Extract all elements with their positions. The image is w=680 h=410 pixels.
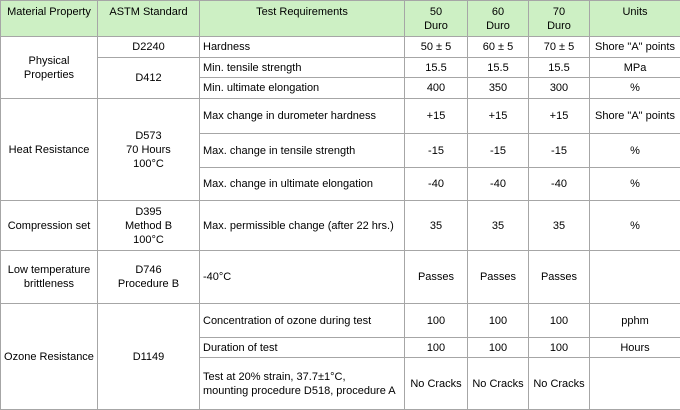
header-50-duro-label: Duro (424, 20, 448, 32)
test-line: Test at 20% strain, 37.7±1°C, (203, 370, 346, 383)
header-test-requirements: Test Requirements (200, 1, 405, 37)
units-cell: % (590, 200, 680, 251)
units-cell: Shore "A" points (590, 99, 680, 134)
units-cell: % (590, 167, 680, 200)
value-50-cell: 400 (405, 78, 468, 99)
property-line: Low temperature (7, 264, 91, 277)
value-50-cell: +15 (405, 99, 468, 134)
astm-line: D395 (135, 205, 162, 218)
astm-cell: D2240 (98, 37, 200, 58)
value-70-cell: Passes (529, 251, 590, 304)
value-70-cell: 70 ± 5 (529, 37, 590, 58)
header-60-duro (468, 1, 529, 37)
astm-cell (98, 99, 200, 200)
test-cell: Max change in durometer hardness (200, 99, 405, 134)
property-cell: Compression set (1, 200, 98, 251)
property-cell (1, 251, 98, 304)
header-astm-standard: ASTM Standard (98, 1, 200, 37)
property-line: brittleness (23, 278, 75, 291)
header-50-duro-number: 50 (429, 6, 443, 18)
units-cell (590, 358, 680, 410)
astm-line: 70 Hours (126, 143, 171, 156)
value-70-cell: -15 (529, 134, 590, 168)
header-70-duro-label: Duro (547, 20, 571, 32)
value-60-cell: 60 ± 5 (468, 37, 529, 58)
astm-cell (98, 200, 200, 251)
astm-line: Method B (124, 219, 173, 232)
value-70-cell: No Cracks (529, 358, 590, 410)
value-60-cell: +15 (468, 99, 529, 134)
units-cell: Hours (590, 338, 680, 358)
units-cell: MPa (590, 58, 680, 78)
table-row (1, 99, 680, 134)
header-50-duro (405, 1, 468, 37)
test-line: mounting procedure D518, procedure A (203, 384, 396, 397)
test-cell: Min. ultimate elongation (200, 78, 405, 99)
astm-line: D573 (135, 129, 162, 142)
table-row (1, 58, 680, 78)
value-70-cell: -40 (529, 167, 590, 200)
header-units: Units (590, 1, 680, 37)
value-60-cell: 100 (468, 304, 529, 338)
astm-cell: D1149 (98, 304, 200, 410)
test-cell: Concentration of ozone during test (200, 304, 405, 338)
test-cell: Max. change in ultimate elongation (200, 167, 405, 200)
header-60-duro-label: Duro (486, 20, 510, 32)
units-cell (590, 251, 680, 304)
astm-line: 100°C (133, 233, 164, 246)
header-60-duro-number: 60 (491, 6, 505, 18)
value-50-cell: 15.5 (405, 58, 468, 78)
test-cell (200, 358, 405, 410)
value-60-cell: 100 (468, 338, 529, 358)
table-header (1, 1, 680, 37)
property-cell: Physical Properties (1, 37, 98, 99)
table-body (1, 37, 680, 410)
value-50-cell: 50 ± 5 (405, 37, 468, 58)
test-cell: Max. permissible change (after 22 hrs.) (200, 200, 405, 251)
value-70-cell: 15.5 (529, 58, 590, 78)
units-cell: pphm (590, 304, 680, 338)
value-50-cell: No Cracks (405, 358, 468, 410)
test-cell: Max. change in tensile strength (200, 134, 405, 168)
table-row (1, 37, 680, 58)
astm-line: D746 (135, 264, 162, 277)
units-cell: % (590, 78, 680, 99)
units-cell: Shore "A" points (590, 37, 680, 58)
units-cell: % (590, 134, 680, 168)
test-cell: -40°C (200, 251, 405, 304)
header-material-property: Material Property (1, 1, 98, 37)
value-60-cell: 35 (468, 200, 529, 251)
value-70-cell: 300 (529, 78, 590, 99)
value-60-cell: 15.5 (468, 58, 529, 78)
property-cell: Heat Resistance (1, 99, 98, 200)
test-cell: Hardness (200, 37, 405, 58)
table-row (1, 200, 680, 251)
value-60-cell: -40 (468, 167, 529, 200)
value-60-cell: 350 (468, 78, 529, 99)
value-60-cell: No Cracks (468, 358, 529, 410)
property-cell: Ozone Resistance (1, 304, 98, 410)
header-70-duro (529, 1, 590, 37)
value-50-cell: -40 (405, 167, 468, 200)
value-60-cell: Passes (468, 251, 529, 304)
table-row (1, 251, 680, 304)
header-row (1, 1, 680, 37)
astm-cell: D412 (98, 58, 200, 99)
value-60-cell: -15 (468, 134, 529, 168)
value-50-cell: 100 (405, 304, 468, 338)
value-50-cell: Passes (405, 251, 468, 304)
value-70-cell: +15 (529, 99, 590, 134)
value-70-cell: 100 (529, 304, 590, 338)
astm-cell (98, 251, 200, 304)
astm-line: Procedure B (117, 278, 180, 291)
table-row (1, 304, 680, 338)
value-50-cell: -15 (405, 134, 468, 168)
value-70-cell: 100 (529, 338, 590, 358)
header-70-duro-number: 70 (552, 6, 566, 18)
value-50-cell: 35 (405, 200, 468, 251)
value-70-cell: 35 (529, 200, 590, 251)
test-cell: Min. tensile strength (200, 58, 405, 78)
value-50-cell: 100 (405, 338, 468, 358)
astm-line: 100°C (133, 157, 164, 170)
test-cell: Duration of test (200, 338, 405, 358)
